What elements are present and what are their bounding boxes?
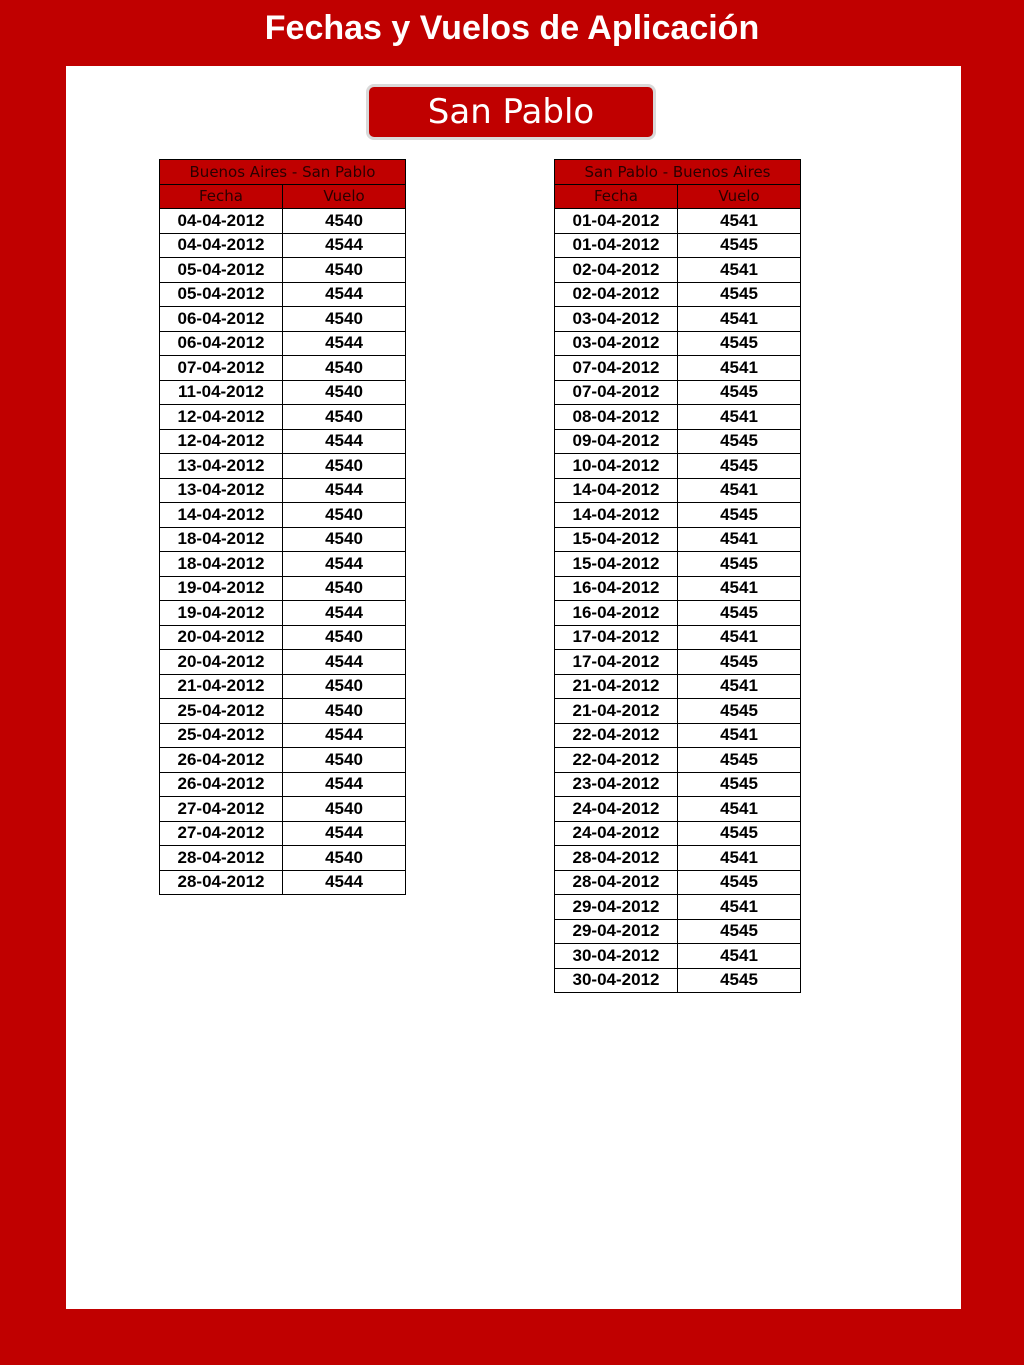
date-cell: 17-04-2012 [555, 650, 678, 675]
column-header-flight: Vuelo [283, 184, 406, 209]
date-cell: 25-04-2012 [160, 699, 283, 724]
flight-cell: 4545 [678, 650, 801, 675]
flight-cell: 4544 [283, 552, 406, 577]
table-row [160, 258, 406, 283]
flight-cell: 4545 [678, 772, 801, 797]
flight-cell: 4541 [678, 478, 801, 503]
date-cell: 02-04-2012 [555, 282, 678, 307]
table-row [555, 380, 801, 405]
column-header-date: Fecha [160, 184, 283, 209]
table-row [160, 723, 406, 748]
flight-cell: 4541 [678, 723, 801, 748]
date-cell: 28-04-2012 [555, 870, 678, 895]
flight-cell: 4541 [678, 405, 801, 430]
date-cell: 30-04-2012 [555, 944, 678, 969]
flight-cell: 4540 [283, 380, 406, 405]
city-badge: San Pablo [366, 84, 656, 140]
table-row [555, 209, 801, 234]
flight-cell: 4544 [283, 282, 406, 307]
date-cell: 27-04-2012 [160, 821, 283, 846]
date-cell: 16-04-2012 [555, 601, 678, 626]
date-cell: 09-04-2012 [555, 429, 678, 454]
table-row [555, 503, 801, 528]
date-cell: 29-04-2012 [555, 919, 678, 944]
date-cell: 13-04-2012 [160, 478, 283, 503]
flight-cell: 4544 [283, 821, 406, 846]
flight-cell: 4545 [678, 748, 801, 773]
table-row [160, 699, 406, 724]
table-row [160, 650, 406, 675]
flight-cell: 4541 [678, 846, 801, 871]
date-cell: 06-04-2012 [160, 307, 283, 332]
date-cell: 14-04-2012 [160, 503, 283, 528]
table-row [555, 748, 801, 773]
table-row [160, 356, 406, 381]
flight-cell: 4541 [678, 307, 801, 332]
date-cell: 14-04-2012 [555, 478, 678, 503]
flight-cell: 4541 [678, 944, 801, 969]
flight-cell: 4545 [678, 601, 801, 626]
table-row [555, 552, 801, 577]
table-row [160, 846, 406, 871]
table-row [160, 331, 406, 356]
flight-cell: 4540 [283, 699, 406, 724]
table-row [555, 356, 801, 381]
date-cell: 07-04-2012 [160, 356, 283, 381]
flight-cell: 4545 [678, 331, 801, 356]
date-cell: 18-04-2012 [160, 552, 283, 577]
date-cell: 16-04-2012 [555, 576, 678, 601]
table-row [555, 405, 801, 430]
table-row [555, 895, 801, 920]
route-header: San Pablo - Buenos Aires [555, 160, 801, 185]
date-cell: 04-04-2012 [160, 209, 283, 234]
flight-cell: 4545 [678, 380, 801, 405]
date-cell: 07-04-2012 [555, 356, 678, 381]
table-row [160, 821, 406, 846]
table-row [160, 870, 406, 895]
table-row [160, 503, 406, 528]
flight-cell: 4544 [283, 870, 406, 895]
table-row [555, 601, 801, 626]
flight-cell: 4540 [283, 405, 406, 430]
date-cell: 15-04-2012 [555, 527, 678, 552]
flight-cell: 4541 [678, 576, 801, 601]
table-row [555, 821, 801, 846]
date-cell: 21-04-2012 [555, 674, 678, 699]
table-row [555, 331, 801, 356]
date-cell: 08-04-2012 [555, 405, 678, 430]
flight-cell: 4541 [678, 527, 801, 552]
date-cell: 24-04-2012 [555, 821, 678, 846]
date-cell: 19-04-2012 [160, 576, 283, 601]
date-cell: 12-04-2012 [160, 429, 283, 454]
table-row [160, 625, 406, 650]
flight-cell: 4540 [283, 454, 406, 479]
flight-cell: 4544 [283, 429, 406, 454]
flight-cell: 4540 [283, 356, 406, 381]
date-cell: 24-04-2012 [555, 797, 678, 822]
date-cell: 03-04-2012 [555, 307, 678, 332]
table-row [160, 601, 406, 626]
table-row [160, 674, 406, 699]
table-row [555, 258, 801, 283]
flight-cell: 4545 [678, 968, 801, 993]
date-cell: 29-04-2012 [555, 895, 678, 920]
flight-cell: 4544 [283, 601, 406, 626]
date-cell: 26-04-2012 [160, 748, 283, 773]
table-row [555, 919, 801, 944]
date-cell: 01-04-2012 [555, 233, 678, 258]
flight-cell: 4545 [678, 233, 801, 258]
table-row [555, 870, 801, 895]
flight-cell: 4541 [678, 356, 801, 381]
flight-cell: 4540 [283, 846, 406, 871]
date-cell: 22-04-2012 [555, 723, 678, 748]
flight-cell: 4540 [283, 527, 406, 552]
flight-cell: 4544 [283, 772, 406, 797]
date-cell: 04-04-2012 [160, 233, 283, 258]
date-cell: 14-04-2012 [555, 503, 678, 528]
date-cell: 23-04-2012 [555, 772, 678, 797]
table-route-row [555, 160, 801, 185]
flight-cell: 4545 [678, 503, 801, 528]
date-cell: 11-04-2012 [160, 380, 283, 405]
table-row [555, 699, 801, 724]
table-row [555, 772, 801, 797]
table-row [160, 576, 406, 601]
table-row [160, 307, 406, 332]
table-row [555, 944, 801, 969]
flight-cell: 4540 [283, 748, 406, 773]
table-row [160, 552, 406, 577]
table-row [555, 797, 801, 822]
date-cell: 20-04-2012 [160, 650, 283, 675]
flight-cell: 4545 [678, 919, 801, 944]
date-cell: 01-04-2012 [555, 209, 678, 234]
flight-cell: 4545 [678, 429, 801, 454]
flight-cell: 4545 [678, 282, 801, 307]
flight-cell: 4545 [678, 821, 801, 846]
flight-cell: 4541 [678, 258, 801, 283]
flight-cell: 4541 [678, 895, 801, 920]
outbound-flights-table [159, 159, 406, 895]
table-row [160, 748, 406, 773]
table-row [555, 307, 801, 332]
table-row [555, 723, 801, 748]
table-row [555, 968, 801, 993]
table-row [555, 527, 801, 552]
date-cell: 28-04-2012 [160, 846, 283, 871]
table-row [160, 527, 406, 552]
date-cell: 28-04-2012 [160, 870, 283, 895]
date-cell: 30-04-2012 [555, 968, 678, 993]
date-cell: 03-04-2012 [555, 331, 678, 356]
date-cell: 22-04-2012 [555, 748, 678, 773]
date-cell: 13-04-2012 [160, 454, 283, 479]
return-flights-table [554, 159, 801, 993]
date-cell: 05-04-2012 [160, 258, 283, 283]
date-cell: 28-04-2012 [555, 846, 678, 871]
page-title: Fechas y Vuelos de Aplicación [264, 9, 760, 47]
table-row [160, 478, 406, 503]
date-cell: 17-04-2012 [555, 625, 678, 650]
table-row [160, 282, 406, 307]
flight-cell: 4541 [678, 625, 801, 650]
flight-cell: 4544 [283, 650, 406, 675]
flight-cell: 4544 [283, 478, 406, 503]
flight-cell: 4540 [283, 258, 406, 283]
date-cell: 10-04-2012 [555, 454, 678, 479]
flight-cell: 4545 [678, 699, 801, 724]
flight-cell: 4544 [283, 233, 406, 258]
table-row [160, 209, 406, 234]
date-cell: 02-04-2012 [555, 258, 678, 283]
table-row [555, 429, 801, 454]
date-cell: 19-04-2012 [160, 601, 283, 626]
table-row [160, 797, 406, 822]
flight-cell: 4540 [283, 797, 406, 822]
flight-cell: 4540 [283, 576, 406, 601]
date-cell: 26-04-2012 [160, 772, 283, 797]
date-cell: 07-04-2012 [555, 380, 678, 405]
date-cell: 05-04-2012 [160, 282, 283, 307]
flight-cell: 4544 [283, 723, 406, 748]
table-row [160, 772, 406, 797]
flight-cell: 4544 [283, 331, 406, 356]
date-cell: 12-04-2012 [160, 405, 283, 430]
date-cell: 21-04-2012 [160, 674, 283, 699]
table-row [555, 625, 801, 650]
table-row [555, 674, 801, 699]
table-row [160, 405, 406, 430]
date-cell: 21-04-2012 [555, 699, 678, 724]
date-cell: 20-04-2012 [160, 625, 283, 650]
date-cell: 18-04-2012 [160, 527, 283, 552]
flight-cell: 4540 [283, 209, 406, 234]
flight-cell: 4540 [283, 307, 406, 332]
table-row [555, 650, 801, 675]
date-cell: 25-04-2012 [160, 723, 283, 748]
flight-cell: 4540 [283, 625, 406, 650]
table-row [160, 233, 406, 258]
table-column-header-row [555, 184, 801, 209]
table-row [555, 576, 801, 601]
flight-cell: 4540 [283, 503, 406, 528]
table-row [555, 454, 801, 479]
date-cell: 15-04-2012 [555, 552, 678, 577]
flight-cell: 4541 [678, 797, 801, 822]
column-header-date: Fecha [555, 184, 678, 209]
table-column-header-row [160, 184, 406, 209]
route-header: Buenos Aires - San Pablo [160, 160, 406, 185]
flight-cell: 4540 [283, 674, 406, 699]
date-cell: 27-04-2012 [160, 797, 283, 822]
flight-cell: 4545 [678, 454, 801, 479]
table-row [160, 380, 406, 405]
table-row [160, 429, 406, 454]
date-cell: 06-04-2012 [160, 331, 283, 356]
flight-cell: 4541 [678, 209, 801, 234]
column-header-flight: Vuelo [678, 184, 801, 209]
table-row [555, 282, 801, 307]
flight-cell: 4545 [678, 870, 801, 895]
table-row [555, 478, 801, 503]
table-row [160, 454, 406, 479]
flight-cell: 4541 [678, 674, 801, 699]
flight-cell: 4545 [678, 552, 801, 577]
table-route-row [160, 160, 406, 185]
table-row [555, 846, 801, 871]
table-row [555, 233, 801, 258]
